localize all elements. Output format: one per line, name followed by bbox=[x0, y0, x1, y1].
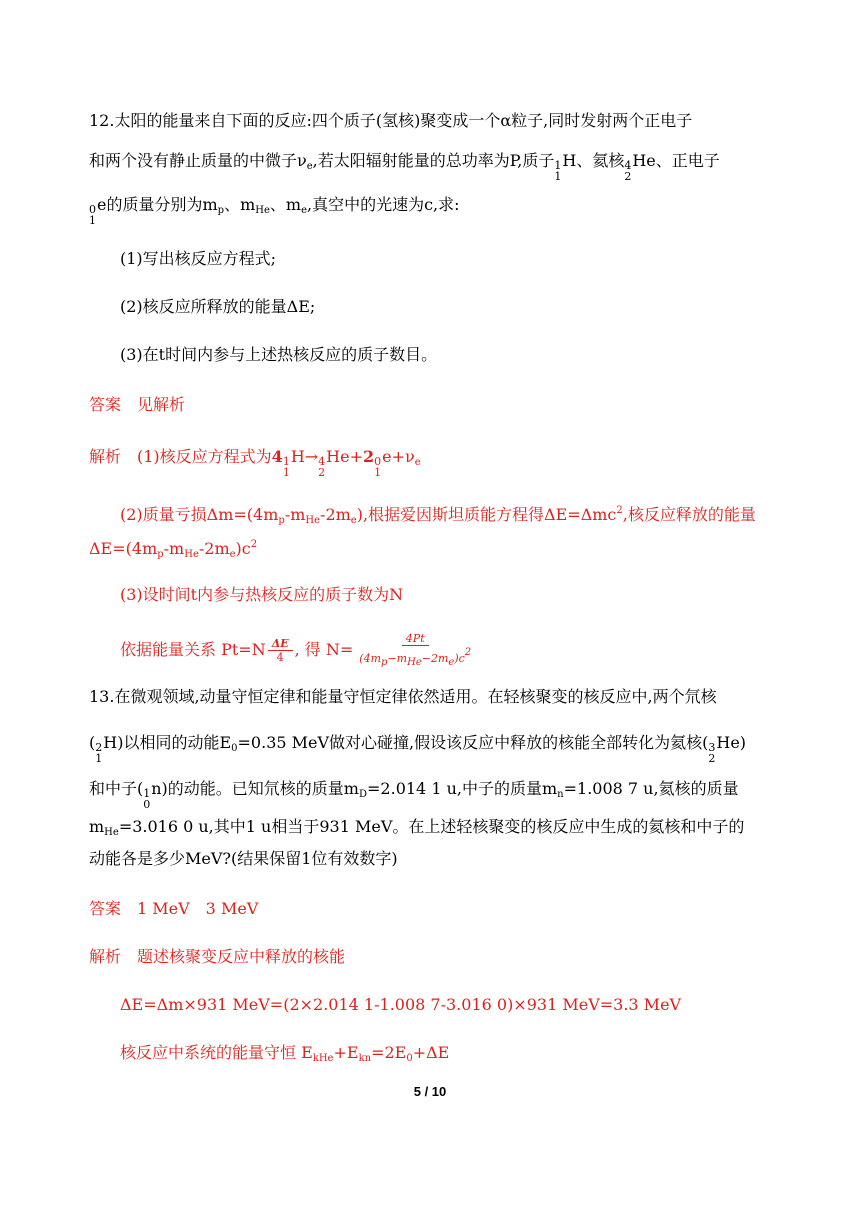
q13-line5: 动能各是多少MeV?(结果保留1位有效数字) bbox=[89, 849, 398, 868]
q12-answer: 答案 见解析 bbox=[89, 395, 186, 414]
q13-line4: $m_{He}=3.016$ 0 u,其中1 u相当于931 MeV。在上述轻核聚变的核反应中生成的氦核和中子的 bbox=[89, 817, 745, 838]
q13-line1: 13.在微观领域,动量守恒定律和能量守恒定律依然适用。在轻核聚变的核反应中,两个氘核 bbox=[89, 687, 717, 706]
page-number: 5 / 10 bbox=[413, 1084, 447, 1099]
q13-solution-1: 解析 题述核聚变反应中释放的核能 bbox=[89, 947, 346, 966]
q12-solution-1: 解析 (1)核反应方程式为4 1 1 H→ 4 2 He+2 0 1 $e+\nu_e$ bbox=[89, 447, 421, 479]
q13-line3: 和中子( 1 0 n)的动能。已知氘核的质量$m_D=2.014$ 1 u,中子的质量$m_n=1.008$ 7 u,氦核的质量 bbox=[89, 779, 739, 811]
q13-answer: 答案 1 MeV 3 MeV bbox=[89, 899, 259, 918]
q12-part3: (3)在t时间内参与上述热核反应的质子数目。 bbox=[120, 345, 438, 364]
q12-line2: 和两个没有静止质量的中微子$\nu_e$,若太阳辐射能量的总功率为P,质子 1 1 H、氦核 4 2 He、正电子 bbox=[89, 151, 720, 183]
q12-solution-3: (3)设时间t内参与热核反应的质子数为N bbox=[120, 585, 404, 604]
q13-solution-3: 核反应中系统的能量守恒 $E_{kHe}+E_{kn}=2E_0+\Delta E$ bbox=[120, 1043, 450, 1064]
q13-solution-2: ΔE=Δm×931 MeV=(2×2.014 1-1.008 7-3.016 0)×931 MeV=3.3 MeV bbox=[120, 995, 682, 1014]
q12-line1: 12.太阳的能量来自下面的反应:四个质子(氢核)聚变成一个α粒子,同时发射两个正电子 bbox=[89, 111, 693, 130]
q13-line2: ( 2 1 H)以相同的动能$E_0=0.35$ MeV做对心碰撞,假设该反应中释放的核能全部转化为氦核( 3 2 He) bbox=[89, 733, 747, 765]
q12-solution-2b: $\Delta E=(4m_p-m_{He}-2m_e)c^2$ bbox=[89, 539, 258, 560]
q12-part2: (2)核反应所释放的能量ΔE; bbox=[120, 297, 316, 316]
q12-solution-4: 依据能量关系 Pt=N $\frac{\Delta E}{4}$ , 得 N= $\frac{4Pt}{\text{(4mp−mHe−2me)c2}}$ bbox=[120, 632, 472, 668]
q12-solution-2: (2)质量亏损$\Delta m=(4m_p-m_{He}-2m_e)$,根据爱因斯坦质能方程得ΔE=Δmc$^2$,核反应释放的能量 bbox=[120, 505, 756, 526]
q12-line3: 0 1 e的质量分别为$m_p$、$m_{He}$、$m_e$,真空中的光速为c,求: bbox=[89, 195, 460, 227]
q12-part1: (1)写出核反应方程式; bbox=[120, 249, 277, 268]
